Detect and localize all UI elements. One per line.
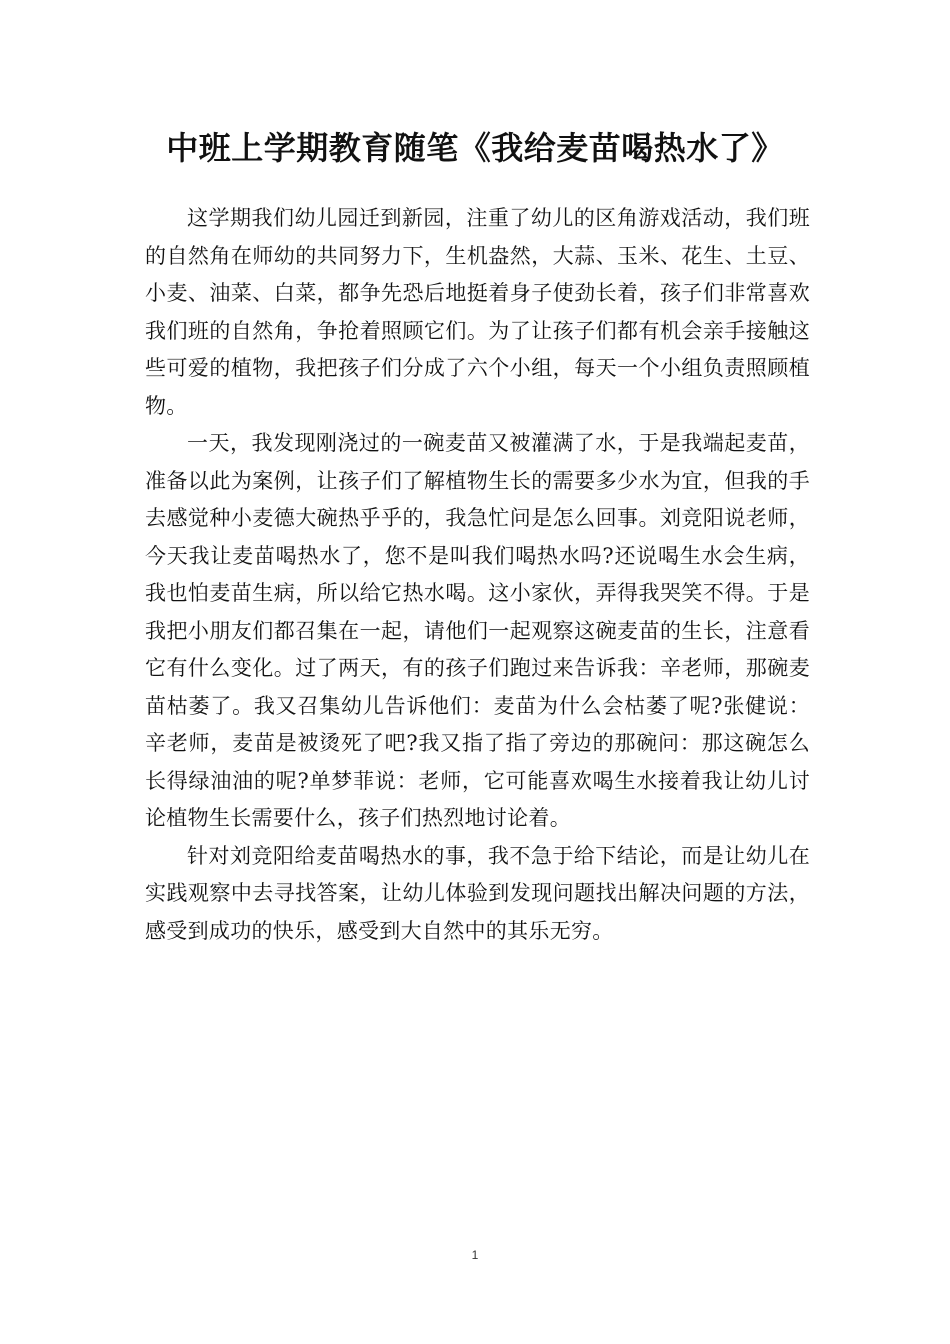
paragraph-1: 这学期我们幼儿园迁到新园，注重了幼儿的区角游戏活动，我们班的自然角在师幼的共同努力下，生机盎然，大蒜、玉米、花生、土豆、小麦、油菜、白菜，都争先恐后地挺着身子使劲长着，孩子们非常喜欢我们班的自然角，争抢着照顾它们。为了让孩子们都有机会亲手接触这些可爱的植物，我把孩子们分成了六个小组，每天一个小组负责照顾植物。 <box>145 206 810 418</box>
page-number: 1 <box>471 1248 479 1262</box>
document-title: 中班上学期教育随笔《我给麦苗喝热水了》 <box>166 129 784 167</box>
document-body <box>145 200 810 950</box>
paragraph-2: 一天，我发现刚浇过的一碗麦苗又被灌满了水，于是我端起麦苗，准备以此为案例，让孩子们了解植物生长的需要多少水为宜，但我的手去感觉种小麦德大碗热乎乎的，我急忙问是怎么回事。刘竞阳说老师，今天我让麦苗喝热水了，您不是叫我们喝热水吗?还说喝生水会生病，我也怕麦苗生病，所以给它热水喝。这小家伙，弄得我哭笑不得。于是我把小朋友们都召集在一起，请他们一起观察这碗麦苗的生长，注意看它有什么变化。过了两天，有的孩子们跑过来告诉我：辛老师，那碗麦苗枯萎了。我又召集幼儿告诉他们：麦苗为什么会枯萎了呢?张健说：辛老师，麦苗是被烫死了吧?我又指了指了旁边的那碗问：那这碗怎么长得绿油油的呢?单梦菲说：老师，它可能喜欢喝生水接着我让幼儿讨论植物生长需要什么，孩子们热烈地讨论着。 <box>145 431 810 830</box>
paragraph-3: 针对刘竞阳给麦苗喝热水的事，我不急于给下结论，而是让幼儿在实践观察中去寻找答案，让幼儿体验到发现问题找出解决问题的方法，感受到成功的快乐，感受到大自然中的其乐无穷。 <box>145 843 810 943</box>
